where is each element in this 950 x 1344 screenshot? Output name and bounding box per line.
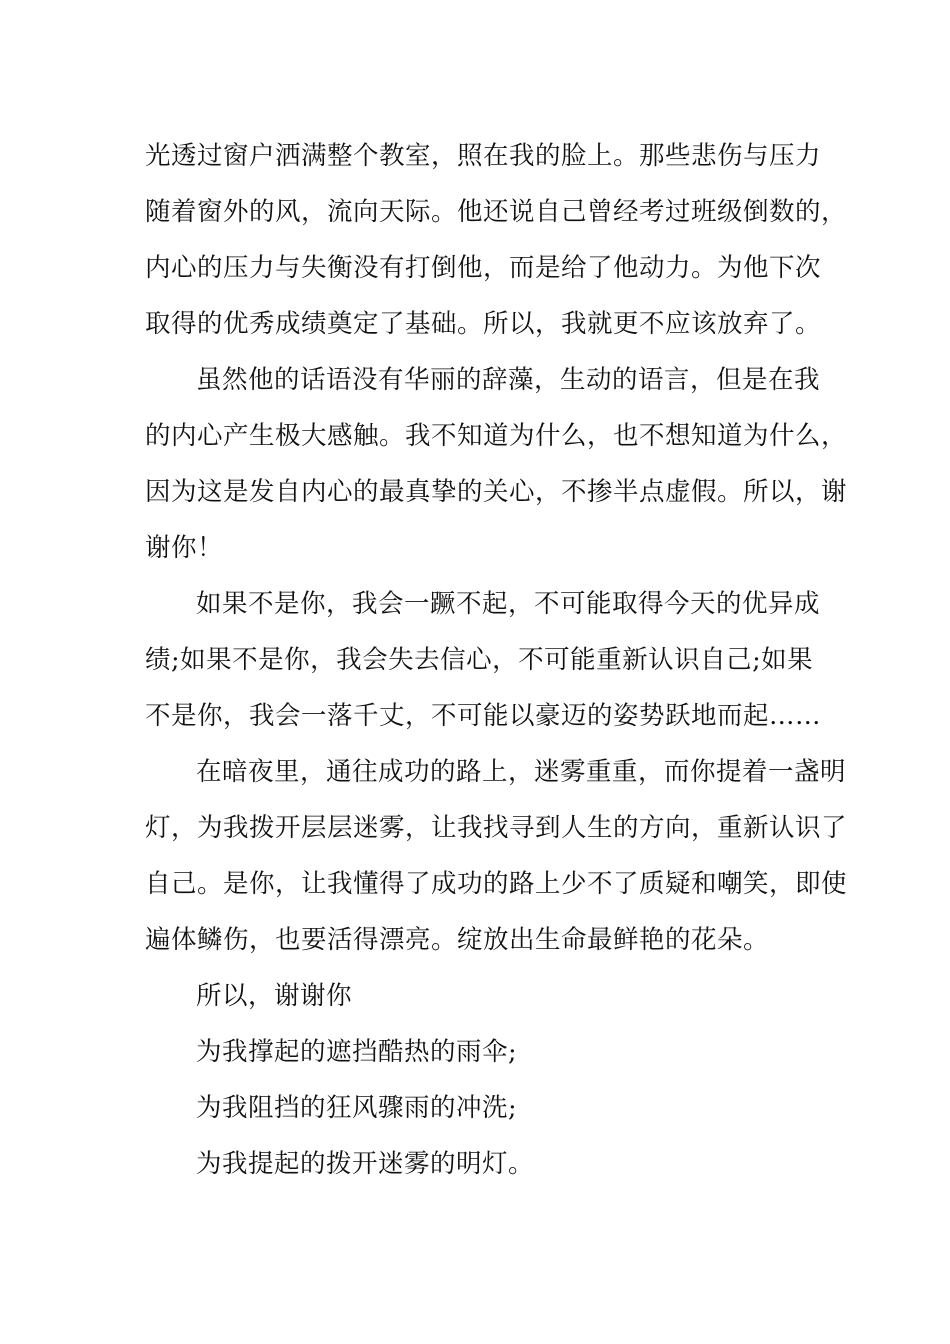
paragraph-4-line-3: 自己。是你，让我懂得了成功的路上少不了质疑和嘲笑，即使 <box>145 869 848 899</box>
verse-line-1: 所以，谢谢你 <box>196 981 353 1011</box>
paragraph-1-line-1: 光透过窗户洒满整个教室，照在我的脸上。那些悲伤与压力 <box>145 141 822 171</box>
paragraph-4-line-2: 灯，为我拨开层层迷雾，让我找寻到人生的方向，重新认识了 <box>145 813 848 843</box>
verse-line-3: 为我阻挡的狂风骤雨的冲洗; <box>196 1093 518 1123</box>
paragraph-4-line-4: 遍体鳞伤，也要活得漂亮。绽放出生命最鲜艳的花朵。 <box>145 925 770 955</box>
paragraph-1-line-2: 随着窗外的风，流向天际。他还说自己曾经考过班级倒数的， <box>145 197 848 227</box>
paragraph-1-line-4: 取得的优秀成绩奠定了基础。所以，我就更不应该放弃了。 <box>145 309 822 339</box>
paragraph-4-line-1: 在暗夜里，通往成功的路上，迷雾重重，而你提着一盏明 <box>196 757 847 787</box>
paragraph-2-line-1: 虽然他的话语没有华丽的辞藻，生动的语言，但是在我 <box>196 365 821 395</box>
verse-line-2: 为我撑起的遮挡酷热的雨伞; <box>196 1037 518 1067</box>
paragraph-2-line-2: 的内心产生极大感触。我不知道为什么，也不想知道为什么， <box>145 421 848 451</box>
paragraph-2-line-3: 因为这是发自内心的最真挚的关心，不掺半点虚假。所以，谢 <box>145 477 848 507</box>
paragraph-2 <box>145 352 848 576</box>
paragraph-3 <box>145 576 822 744</box>
paragraph-3-line-1: 如果不是你，我会一蹶不起，不可能取得今天的优异成 <box>196 589 821 619</box>
paragraph-2-line-4: 谢你！ <box>145 533 224 563</box>
verse-line-4: 为我提起的拨开迷雾的明灯。 <box>196 1149 535 1179</box>
paragraph-1 <box>145 128 848 352</box>
paragraph-3-line-2: 绩;如果不是你，我会失去信心，不可能重新认识自己;如果 <box>145 645 814 675</box>
document-body <box>145 128 848 1192</box>
paragraph-3-line-3: 不是你，我会一落千丈，不可能以豪迈的姿势跃地而起…… <box>145 701 822 731</box>
paragraph-4 <box>145 744 848 968</box>
paragraph-1-line-3: 内心的压力与失衡没有打倒他，而是给了他动力。为他下次 <box>145 253 822 283</box>
